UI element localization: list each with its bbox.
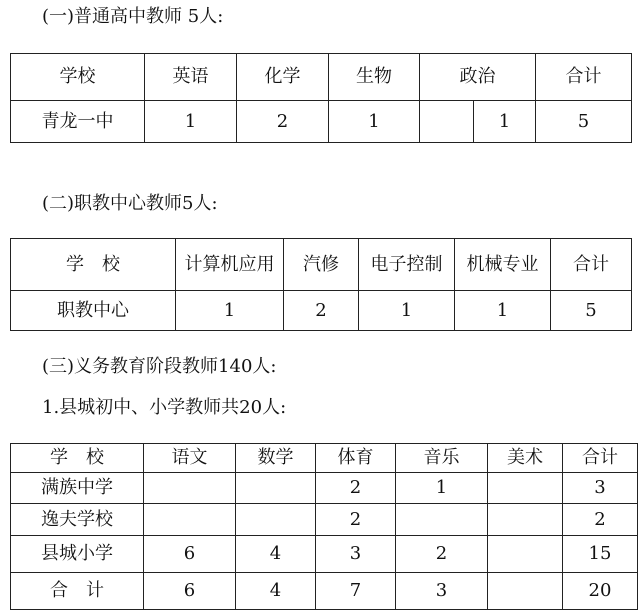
header-cell: 学 校 — [11, 239, 176, 291]
section-1-title: (一)普通高中教师 5人: — [42, 6, 224, 27]
table-cell: 1 — [176, 291, 284, 331]
table-cell: 2 — [237, 101, 329, 143]
section-3-subtitle: 1.县城初中、小学教师共20人: — [42, 397, 287, 418]
header-cell: 合计 — [551, 239, 632, 291]
table-cell — [488, 536, 563, 573]
header-cell: 英语 — [145, 54, 237, 101]
table-cell: 3 — [563, 473, 638, 504]
table-cell: 1 — [455, 291, 551, 331]
header-cell: 汽修 — [284, 239, 359, 291]
table-total-row — [11, 573, 638, 610]
table-cell — [144, 504, 236, 536]
table-cell: 合 计 — [11, 573, 144, 610]
table-cell: 7 — [316, 573, 396, 610]
table-cell: 1 — [145, 101, 237, 143]
table-cell: 15 — [563, 536, 638, 573]
section-2-title: (二)职教中心教师5人: — [42, 193, 218, 214]
table-cell: 逸夫学校 — [11, 504, 144, 536]
header-cell: 计算机应用 — [176, 239, 284, 291]
header-cell: 体育 — [316, 444, 396, 473]
table-cell: 3 — [316, 536, 396, 573]
table-cell: 20 — [563, 573, 638, 610]
table-header-row — [11, 444, 638, 473]
table-cell: 2 — [396, 536, 488, 573]
table-cell — [396, 504, 488, 536]
table-cell: 6 — [144, 573, 236, 610]
table-cell: 满族中学 — [11, 473, 144, 504]
table-cell: 1 — [474, 101, 536, 143]
table-cell — [236, 504, 316, 536]
header-cell: 化学 — [237, 54, 329, 101]
table-cell — [144, 473, 236, 504]
table-row — [11, 291, 632, 331]
table-cell: 6 — [144, 536, 236, 573]
table-cell: 青龙一中 — [11, 101, 145, 143]
table-cell — [420, 101, 474, 143]
header-cell: 政治 — [420, 54, 536, 101]
header-cell: 学校 — [11, 54, 145, 101]
table-county-schools — [10, 443, 638, 610]
table-cell: 1 — [396, 473, 488, 504]
table-cell: 2 — [284, 291, 359, 331]
table-vocational — [10, 238, 632, 331]
header-cell: 学 校 — [11, 444, 144, 473]
header-cell: 语文 — [144, 444, 236, 473]
table-header-row — [11, 239, 632, 291]
header-cell: 电子控制 — [359, 239, 455, 291]
table-cell: 3 — [396, 573, 488, 610]
table-header-row — [11, 54, 632, 101]
header-cell: 美术 — [488, 444, 563, 473]
header-cell: 机械专业 — [455, 239, 551, 291]
table-cell: 1 — [329, 101, 420, 143]
header-cell: 数学 — [236, 444, 316, 473]
section-3-title: (三)义务教育阶段教师140人: — [42, 356, 277, 377]
table-row — [11, 504, 638, 536]
table-cell: 5 — [536, 101, 632, 143]
table-cell: 2 — [316, 473, 396, 504]
header-cell: 音乐 — [396, 444, 488, 473]
table-cell: 县城小学 — [11, 536, 144, 573]
table-row — [11, 536, 638, 573]
table-row — [11, 473, 638, 504]
table-cell: 4 — [236, 536, 316, 573]
table-cell: 2 — [563, 504, 638, 536]
table-high-school — [10, 53, 632, 143]
table-cell: 5 — [551, 291, 632, 331]
table-cell — [488, 573, 563, 610]
table-cell — [236, 473, 316, 504]
table-cell — [488, 504, 563, 536]
table-cell — [488, 473, 563, 504]
table-cell: 2 — [316, 504, 396, 536]
table-cell: 1 — [359, 291, 455, 331]
header-cell: 合计 — [563, 444, 638, 473]
table-cell: 职教中心 — [11, 291, 176, 331]
table-row — [11, 101, 632, 143]
table-cell: 4 — [236, 573, 316, 610]
header-cell: 合计 — [536, 54, 632, 101]
header-cell: 生物 — [329, 54, 420, 101]
